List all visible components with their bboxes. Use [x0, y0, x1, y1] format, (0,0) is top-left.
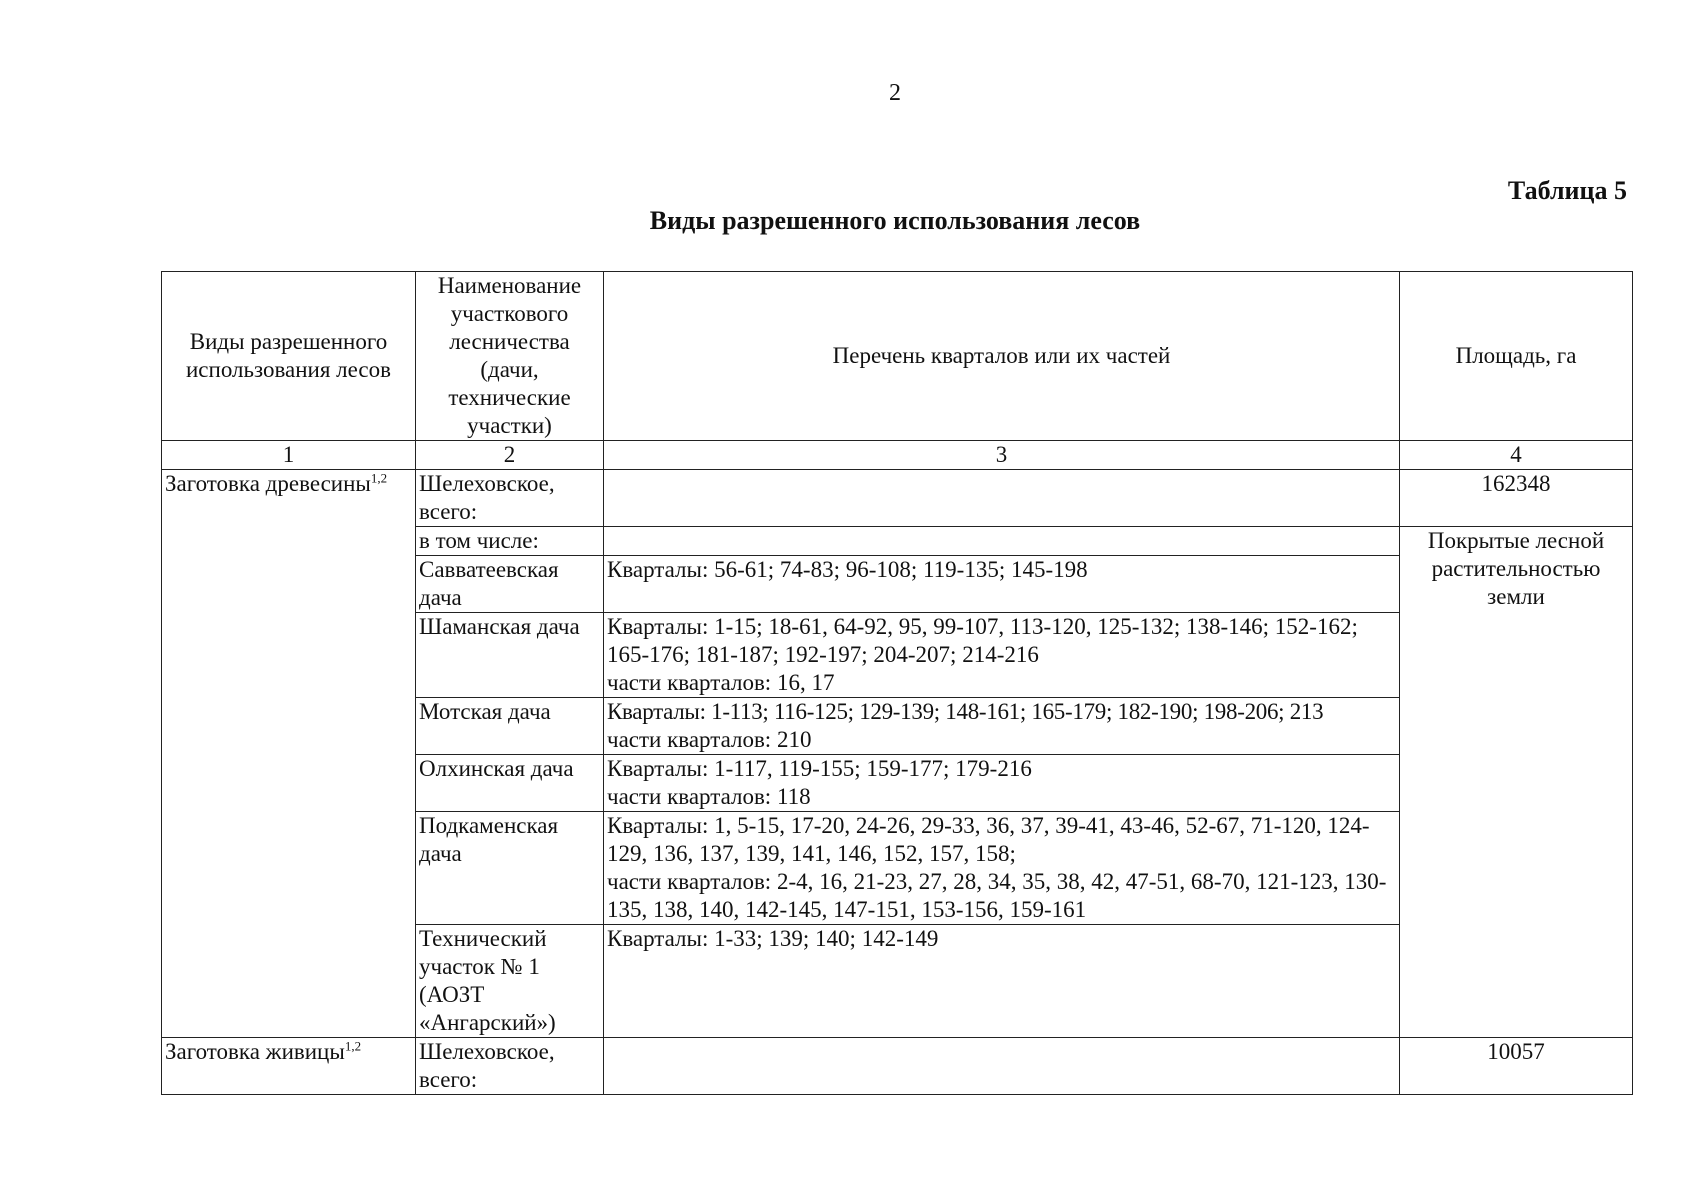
quarters-list: Кварталы: 1-117, 119-155; 159-177; 179-216 — [607, 756, 1032, 781]
page-number: 2 — [889, 80, 901, 106]
quarters-cell — [604, 925, 1400, 1038]
forestry-name: Технический участок № 1 (АОЗТ «Ангарский») — [416, 925, 604, 1038]
empty-cell — [604, 527, 1400, 556]
empty-cell — [604, 470, 1400, 527]
forestry-total-cell: Шелеховское, всего: — [416, 470, 604, 527]
area-note-cell: Покрытые лесной растительностью земли — [1400, 527, 1633, 1038]
header-forestry: Наименование участкового лесничества (дачи, технические участки) — [416, 272, 604, 441]
quarter-parts-list: части кварталов: 2-4, 16, 21-23, 27, 28, 34, 35, 38, 42, 47-51, 68-70, 121-123, 130-135, 138, 140, 142-145, 147-151, 153-156, 159-161 — [607, 869, 1387, 922]
table-header-row — [162, 272, 1633, 441]
column-number: 3 — [604, 441, 1400, 470]
quarters-cell — [604, 755, 1400, 812]
quarter-parts-list: части кварталов: 118 — [607, 784, 811, 809]
column-number: 2 — [416, 441, 604, 470]
area-total-cell: 10057 — [1400, 1038, 1633, 1095]
quarters-list: Кварталы: 1-113; 116-125; 129-139; 148-161; 165-179; 182-190; 198-206; 213 — [607, 699, 1324, 724]
forestry-name: Олхинская дача — [416, 755, 604, 812]
quarter-parts-list: части кварталов: 16, 17 — [607, 670, 835, 695]
footnote-ref: 1,2 — [344, 1038, 362, 1054]
quarters-list: Кварталы: 1, 5-15, 17-20, 24-26, 29-33, 36, 37, 39-41, 43-46, 52-67, 71-120, 124-129, 136, 137, 139, 141, 146, 152, 157, 158; — [607, 813, 1370, 866]
forestry-name: Шаманская дача — [416, 613, 604, 698]
column-number-row — [162, 441, 1633, 470]
use-type-label: Заготовка живицы — [165, 1039, 345, 1064]
area-total-cell: 162348 — [1400, 470, 1633, 527]
quarters-cell — [604, 613, 1400, 698]
document-title: Виды разрешенного использования лесов — [649, 206, 1141, 235]
forestry-name: Мотская дача — [416, 698, 604, 755]
forestry-name: Подкаменская дача — [416, 812, 604, 925]
quarter-parts-list: части кварталов: 210 — [607, 727, 812, 752]
forestry-name: Савватеевская дача — [416, 556, 604, 613]
quarters-list: Кварталы: 56-61; 74-83; 96-108; 119-135; 145-198 — [607, 557, 1088, 582]
header-quarters: Перечень кварталов или их частей — [604, 272, 1400, 441]
table-label: Таблица 5 — [1507, 176, 1627, 205]
footnote-ref: 1,2 — [370, 470, 388, 486]
column-number: 4 — [1400, 441, 1633, 470]
column-number: 1 — [162, 441, 416, 470]
forest-use-table — [161, 271, 1633, 1095]
forestry-total-cell: Шелеховское, всего: — [416, 1038, 604, 1095]
quarters-cell — [604, 812, 1400, 925]
table-row — [162, 470, 1633, 527]
including-label: в том числе: — [416, 527, 604, 556]
quarters-cell — [604, 698, 1400, 755]
header-use-type: Виды разрешенного использования лесов — [162, 272, 416, 441]
use-type-cell — [162, 1038, 416, 1095]
use-type-cell — [162, 470, 416, 1038]
quarters-cell — [604, 556, 1400, 613]
empty-cell — [604, 1038, 1400, 1095]
quarters-list: Кварталы: 1-15; 18-61, 64-92, 95, 99-107, 113-120, 125-132; 138-146; 152-162; 165-176; 181-187; 192-197; 204-207; 214-216 — [607, 614, 1358, 667]
table-row — [162, 1038, 1633, 1095]
use-type-label: Заготовка древесины — [165, 471, 371, 496]
header-area: Площадь, га — [1400, 272, 1633, 441]
quarters-list: Кварталы: 1-33; 139; 140; 142-149 — [607, 926, 939, 951]
